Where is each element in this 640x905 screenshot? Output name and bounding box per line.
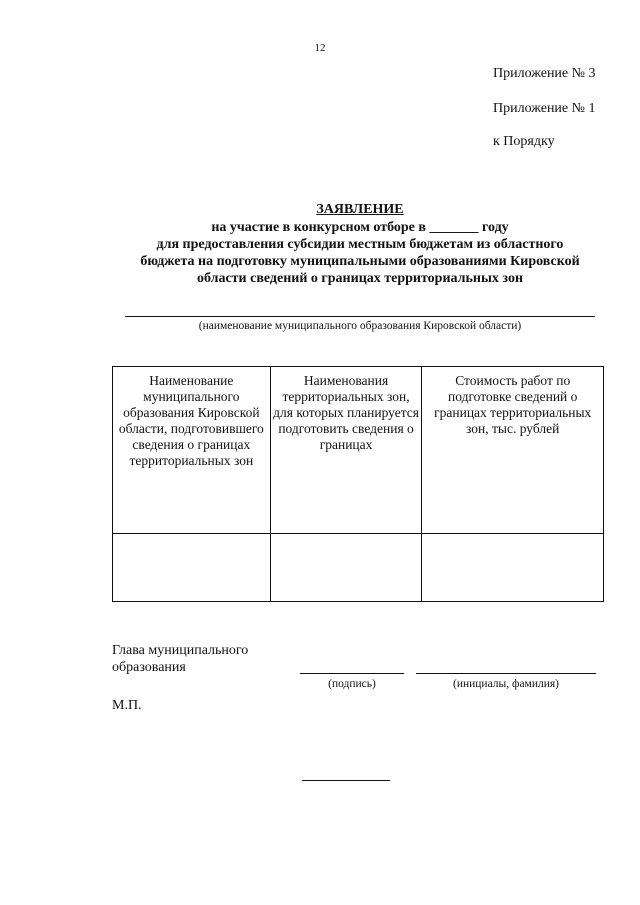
footer-separator-line [302, 780, 390, 781]
header-zones: Наименования территориальных зон, для которых планируется подготовить сведения о границах [270, 367, 422, 534]
header-municipality: Наименование муниципального образования Кировской области, подготовившего сведения о границах территориальных зон [113, 367, 271, 534]
title-line-4: области сведений о границах территориальных зон [196, 271, 524, 286]
title-line-1: на участие в конкурсном отборе в _______ году [211, 220, 509, 235]
table-cell-municipality [113, 534, 271, 602]
table-cell-cost [422, 534, 604, 602]
document-title: ЗАЯВЛЕНИЕ [316, 202, 404, 217]
header-cost: Стоимость работ по подготовке сведений о границах территориальных зон, тыс. рублей [422, 367, 604, 534]
appendix-line-3: к Порядку [493, 134, 555, 149]
page-number: 12 [314, 42, 326, 54]
head-label: Глава муниципального образования [112, 643, 249, 675]
signature-line [300, 673, 404, 674]
stamp-label: М.П. [112, 698, 142, 713]
table-header-row [113, 367, 604, 534]
signature-caption: (подпись) [328, 678, 376, 690]
appendix-line-1: Приложение № 3 [493, 66, 596, 81]
table-cell-zones [270, 534, 422, 602]
title-line-2: для предоставления субсидии местным бюджетам из областного [156, 237, 564, 252]
application-table [112, 366, 604, 602]
appendix-line-2: Приложение № 1 [493, 101, 596, 116]
municipality-name-line [125, 316, 595, 317]
table-row [113, 534, 604, 602]
name-line [416, 673, 596, 674]
name-caption: (инициалы, фамилия) [452, 678, 560, 690]
municipality-caption: (наименование муниципального образования Кировской области) [198, 320, 522, 332]
title-line-3: бюджета на подготовку муниципальными образованиями Кировской [140, 254, 580, 269]
